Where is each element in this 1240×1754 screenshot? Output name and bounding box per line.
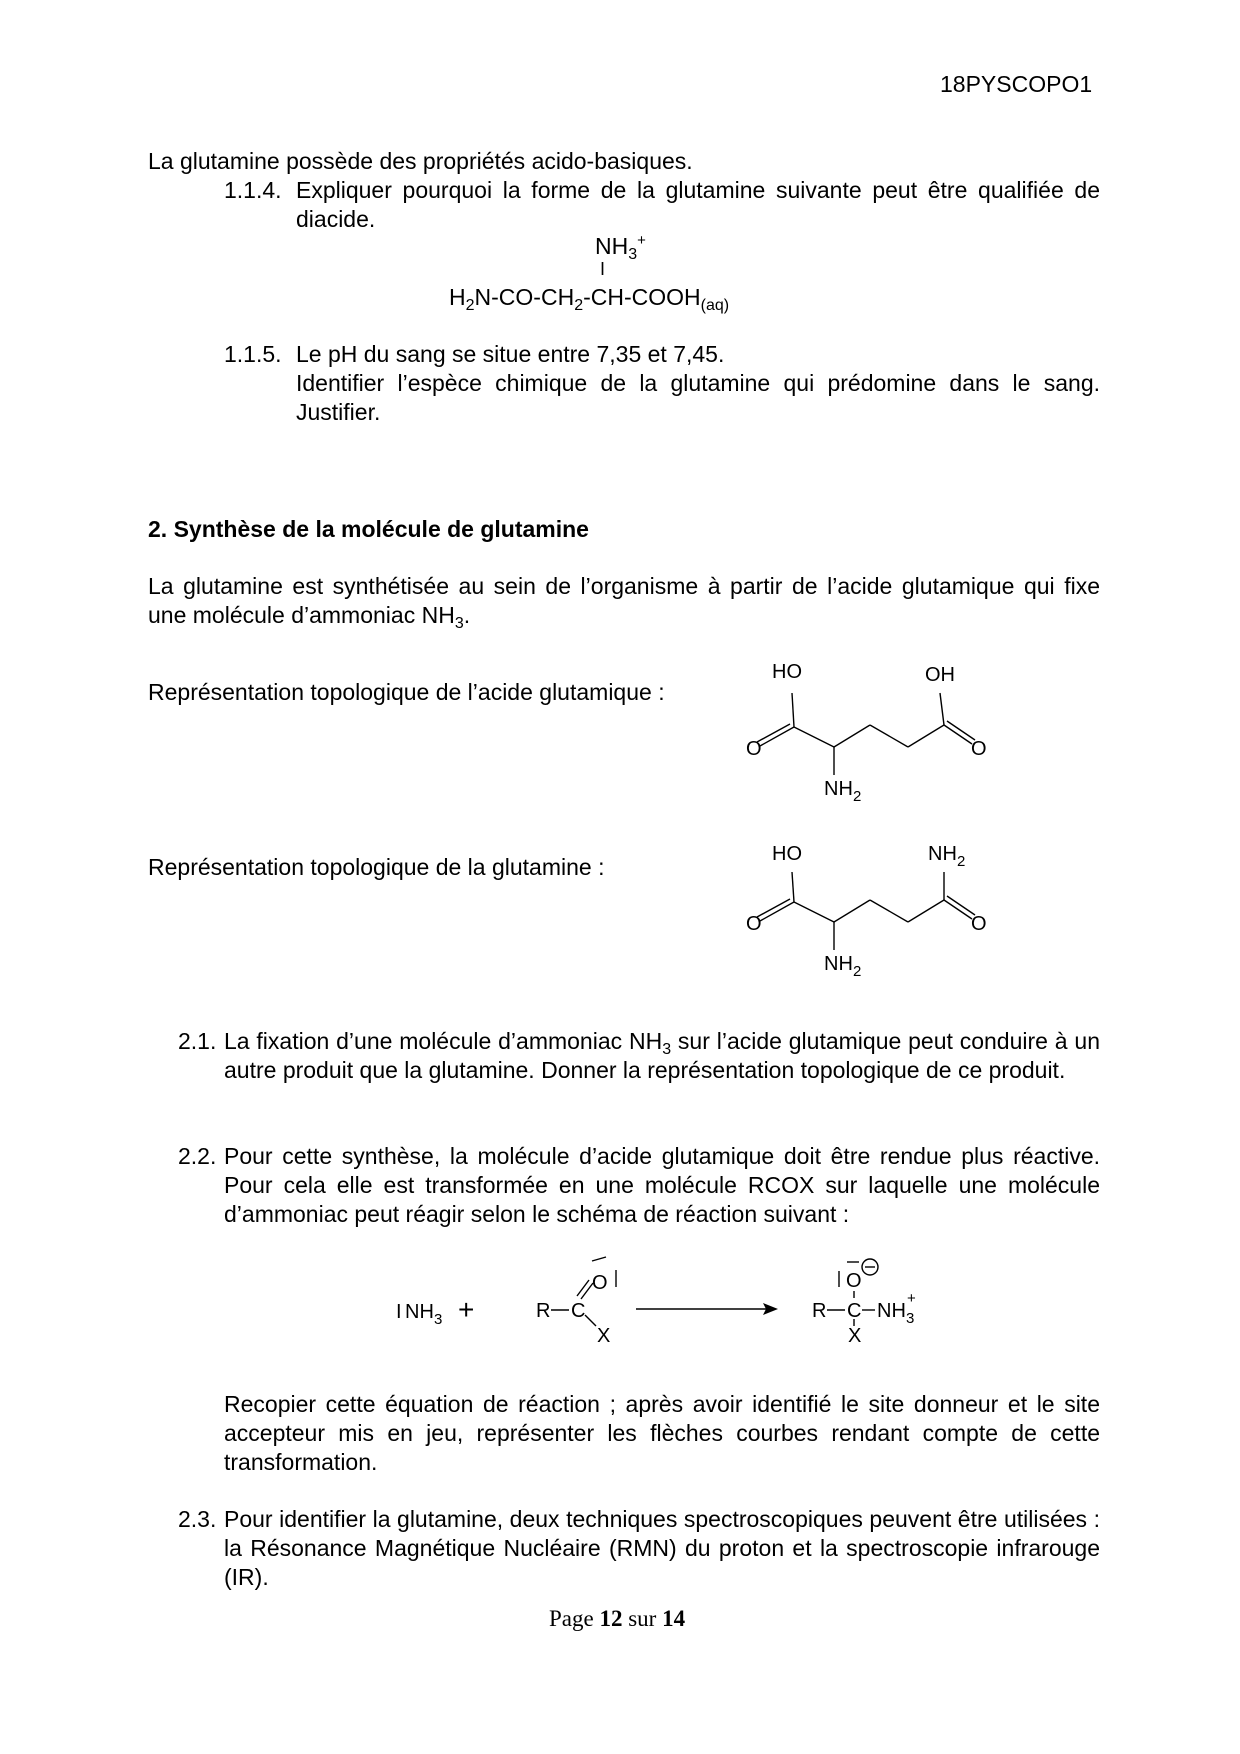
topology-label-glutamine: Représentation topologique de la glutamine : <box>148 854 605 880</box>
question-2-2 <box>178 1142 1100 1229</box>
question-line-1: Le pH du sang se situe entre 7,35 et 7,45. <box>296 341 725 367</box>
plus-sign: + <box>458 1294 475 1325</box>
label-nh2: NH <box>824 953 853 975</box>
product-c: C <box>847 1300 862 1322</box>
formula-bond: I <box>600 259 606 279</box>
label-nh2-sub: 2 <box>853 788 862 805</box>
question-number: 1.1.5. <box>224 341 282 367</box>
question-text: Expliquer pourquoi la forme de la glutamine suivante peut être qualifiée de diacide. <box>296 177 1100 232</box>
glutamine-structure <box>740 840 1000 990</box>
product-nh3-sub: 3 <box>906 1310 915 1327</box>
reactant-c: C <box>571 1300 586 1322</box>
product-nh3: NH <box>877 1300 906 1322</box>
page-footer: Page 12 sur 14 <box>549 1606 686 1631</box>
question-number: 2.1. <box>178 1028 217 1054</box>
question-line-2: Identifier l’espèce chimique de la glutamine qui prédomine dans le sang. Justifier. <box>296 370 1100 425</box>
topology-label-glutamic-acid: Représentation topologique de l’acide glutamique : <box>148 679 665 705</box>
product-o-charge: − <box>380 1245 381 1246</box>
question-number: 1.1.4. <box>224 177 282 203</box>
reactant-o: O <box>592 1272 608 1294</box>
label-nh2: NH <box>824 778 853 800</box>
label-nh2-right-sub: 2 <box>957 853 966 870</box>
label-nh2-right: NH <box>928 843 957 865</box>
reactant-r: R <box>536 1300 551 1322</box>
question-text: La fixation d’une molécule d’ammoniac $NH_3$ sur l’acide glutamique peut conduire à un autre produit que la glutamine. Donner la représentation topologique de ce produit. <box>224 1028 1100 1083</box>
section-paragraph: La glutamine est synthétisée au sein de l’organisme à partir de l’acide glutamique qui fixe une molécule d’ammoniac $NH_3$. <box>148 573 1100 632</box>
product-x: X <box>848 1325 862 1347</box>
label-o-right: O <box>971 913 987 935</box>
page-total: 14 <box>662 1606 686 1631</box>
reaction-scheme <box>380 1245 940 1355</box>
question-text: Pour cette synthèse, la molécule d’acide glutamique doit être rendue plus réactive. Pour cela elle est transformée en une molécule RCOX sur laquelle une molécule d’ammoniac peut réagir selon le schéma de réaction suivant : <box>224 1143 1100 1227</box>
label-nh2-sub: 2 <box>853 963 862 980</box>
label-ho: HO <box>772 843 802 865</box>
question-2-1 <box>178 1027 1100 1085</box>
formula-nh3: $NH_3^+$ <box>595 232 646 263</box>
label-o-right: O <box>971 738 987 760</box>
reactant-x: X <box>597 1325 611 1347</box>
label-oh: OH <box>925 664 955 686</box>
product-r: R <box>812 1300 827 1322</box>
product-o: O <box>846 1270 862 1292</box>
document-code: 18PYSCOPO1 <box>940 71 1093 97</box>
label-o-left: O <box>746 913 762 935</box>
glutamic-acid-structure <box>740 655 1000 805</box>
intro-text: La glutamine possède des propriétés acido-basiques. <box>148 148 693 174</box>
formula-main: $H_2N-CO-CH_2-CH-COOH_{(aq)}$ <box>449 284 730 314</box>
page-number: 12 <box>599 1606 623 1631</box>
question-number: 2.2. <box>178 1143 217 1169</box>
question-1-1-5 <box>224 340 1100 427</box>
question-number: 2.3. <box>178 1506 217 1532</box>
question-text: Pour identifier la glutamine, deux techniques spectroscopiques peuvent être utilisées : la Résonance Magnétique Nucléaire (RMN) du proton et la spectroscopie infrarouge (IR). <box>224 1506 1100 1590</box>
reactant-nh3-sub: 3 <box>434 1311 443 1328</box>
reactant-nh3-lone-pair: I <box>396 1301 402 1323</box>
reactant-nh3: NH <box>405 1301 434 1323</box>
question-1-1-4 <box>224 176 1100 234</box>
section-title: 2. Synthèse de la molécule de glutamine <box>148 516 589 542</box>
question-2-2-instruction: Recopier cette équation de réaction ; après avoir identifié le site donneur et le site accepteur mis en jeu, représenter les flèches courbes rendant compte de cette transformation. <box>224 1391 1100 1475</box>
label-o-left: O <box>746 738 762 760</box>
question-2-3 <box>178 1505 1100 1592</box>
product-nh3-sup: + <box>907 1290 916 1307</box>
label-ho: HO <box>772 661 802 683</box>
